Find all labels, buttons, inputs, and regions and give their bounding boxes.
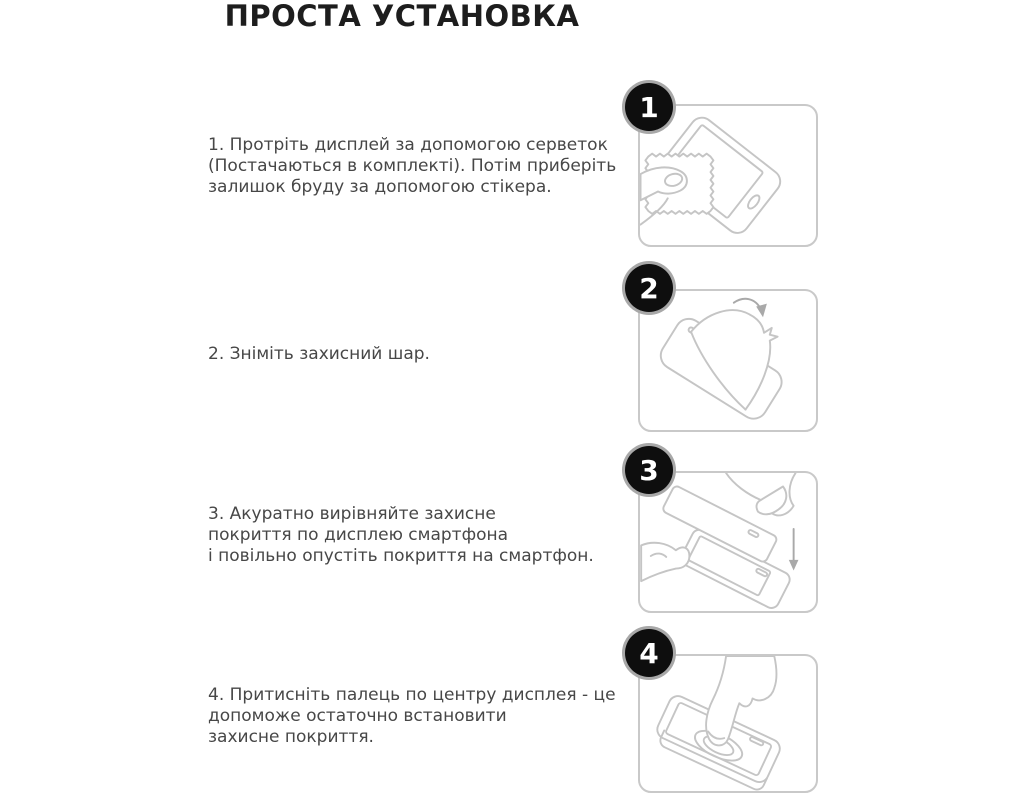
step-4-text-line-2: допоможе остаточно встановити [208,706,507,726]
step-1-instructions [208,135,643,198]
step-3-number-badge [625,446,673,494]
step-4-number-badge [625,629,673,677]
step-1-text-line-1: 1. Протріть дисплей за допомогою серветок [208,135,608,155]
step-4-illustration-box [638,654,818,793]
step-2-illustration-box [638,289,818,432]
step-2-instructions [208,344,643,365]
hand-wiping-phone-with-cloth-icon [640,106,816,245]
lowering-glass-onto-phone-icon [640,473,816,611]
step-3-instructions [208,504,643,567]
step-3-text-line-2: покриття по дисплею смартфона [208,525,509,545]
step-1-text-line-3: залишок бруду за допомогою стікера. [208,177,552,197]
step-3-illustration-box [638,471,818,613]
step-4-text-line-3: захисне покриття. [208,727,374,747]
step-4-number: 4 [639,636,659,670]
page-title: ПРОСТА УСТАНОВКА [224,0,580,33]
step-3-number: 3 [639,453,659,487]
step-2-text-line-1: 2. Зніміть захисний шар. [208,344,430,364]
peeling-protective-film-icon [640,291,816,430]
step-1-number-badge [625,83,673,131]
step-3-text-line-3: і повільно опустіть покриття на смартфон. [208,546,594,566]
step-4-text-line-1: 4. Притисніть палець по центру дисплея - це [208,685,616,705]
step-4-instructions [208,685,643,748]
finger-pressing-screen-center-icon [640,656,816,791]
step-2-number: 2 [639,271,659,305]
step-1-number: 1 [639,90,659,124]
step-3-text-line-1: 3. Акуратно вирівняйте захисне [208,504,496,524]
step-2-number-badge [625,264,673,312]
step-1-text-line-2: (Постачаються в комплекті). Потім приберіть [208,156,617,176]
step-1-illustration-box [638,104,818,247]
